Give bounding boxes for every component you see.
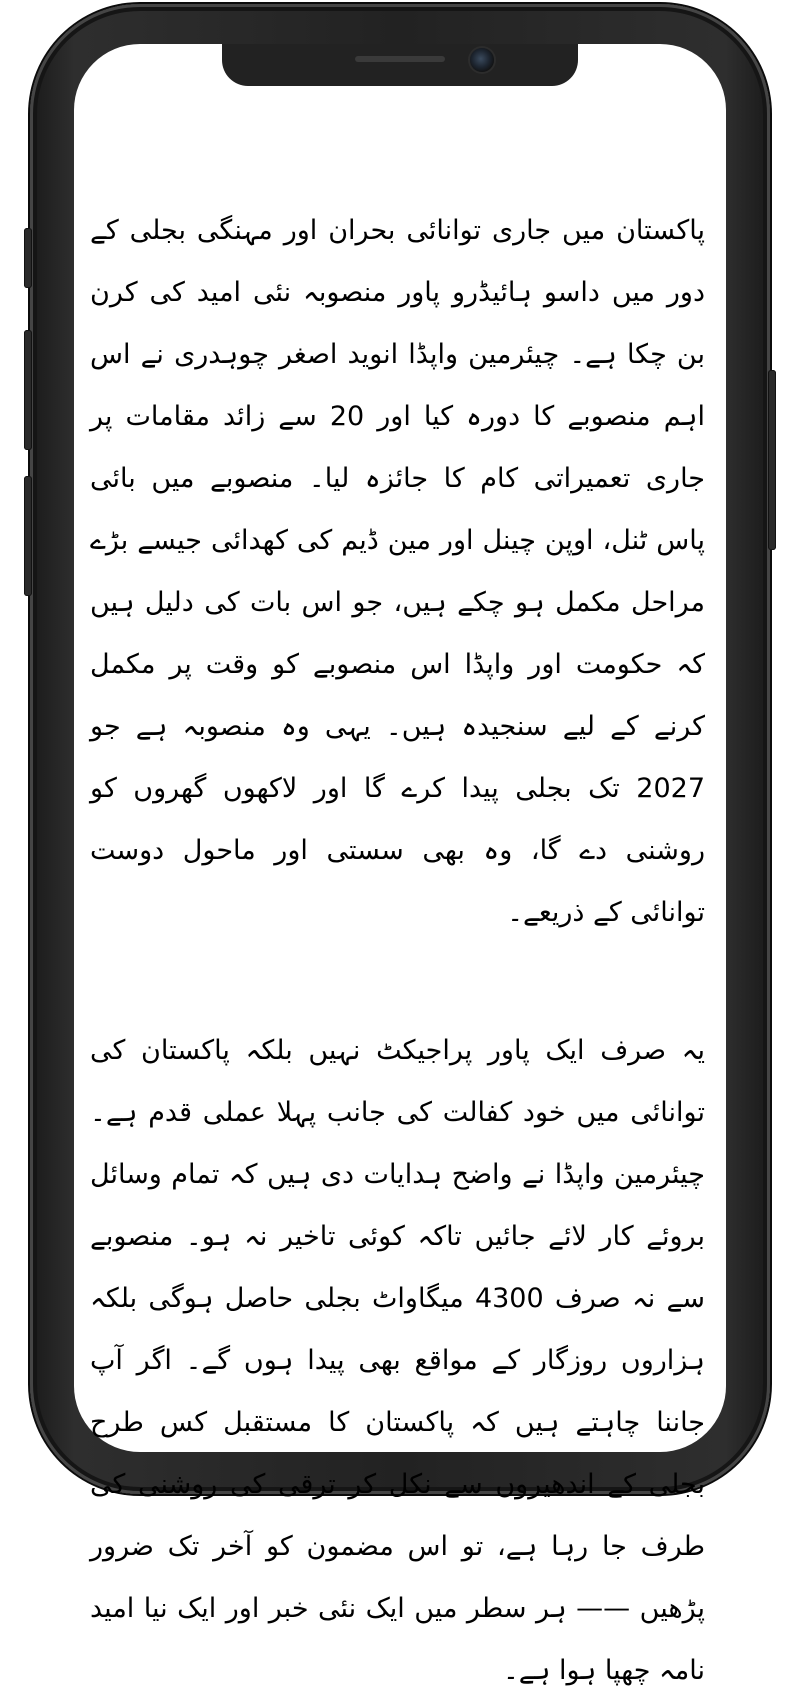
volume-up-button — [24, 330, 32, 450]
article-body — [90, 200, 705, 1702]
front-camera-icon — [470, 48, 494, 72]
earpiece-speaker — [355, 56, 445, 62]
article-paragraph: پاکستان میں جاری توانائی بحران اور مہنگی بجلی کے دور میں داسو ہائیڈرو پاور منصوبہ نئی امید کی کرن بن چکا ہے۔ چیئرمین واپڈا انوید اصغر چوہدری نے اس اہم منصوبے کا دورہ کیا اور 20 سے زائد مقامات پر جاری تعمیراتی کام کا جائزہ لیا۔ منصوبے میں بائی پاس ٹنل، اوپن چینل اور مین ڈیم کی کھدائی جیسے بڑے مراحل مکمل ہو چکے ہیں، جو اس بات کی دلیل ہیں کہ حکومت اور واپڈا اس منصوبے کو وقت پر مکمل کرنے کے لیے سنجیدہ ہیں۔ یہی وہ منصوبہ ہے جو 2027 تک بجلی پیدا کرے گا اور لاکھوں گھروں کو روشنی دے گا، وہ بھی سستی اور ماحول دوست توانائی کے ذریعے۔ — [90, 215, 705, 928]
mute-switch — [24, 228, 32, 288]
volume-down-button — [24, 476, 32, 596]
phone-notch — [222, 44, 578, 86]
article-paragraph: یہ صرف ایک پاور پراجیکٹ نہیں بلکہ پاکستان کی توانائی میں خود کفالت کی جانب پہلا عملی قدم ہے۔ چیئرمین واپڈا نے واضح ہدایات دی ہیں کہ تمام وسائل بروئے کار لائے جائیں تاکہ کوئی تاخیر نہ ہو۔ منصوبے سے نہ صرف 4300 میگاواٹ بجلی حاصل ہوگی بلکہ ہزاروں روزگار کے مواقع بھی پیدا ہوں گے۔ اگر آپ جاننا چاہتے ہیں کہ پاکستان کا مستقبل کس طرح بجلی کے اندھیروں سے نکل کر ترقی کی روشنی کی طرف جا رہا ہے، تو اس مضمون کو آخر تک ضرور پڑھیں —— ہر سطر میں ایک نئی خبر اور ایک نیا امید نامہ چھپا ہوا ہے۔ — [90, 1035, 705, 1686]
power-button — [768, 370, 776, 550]
